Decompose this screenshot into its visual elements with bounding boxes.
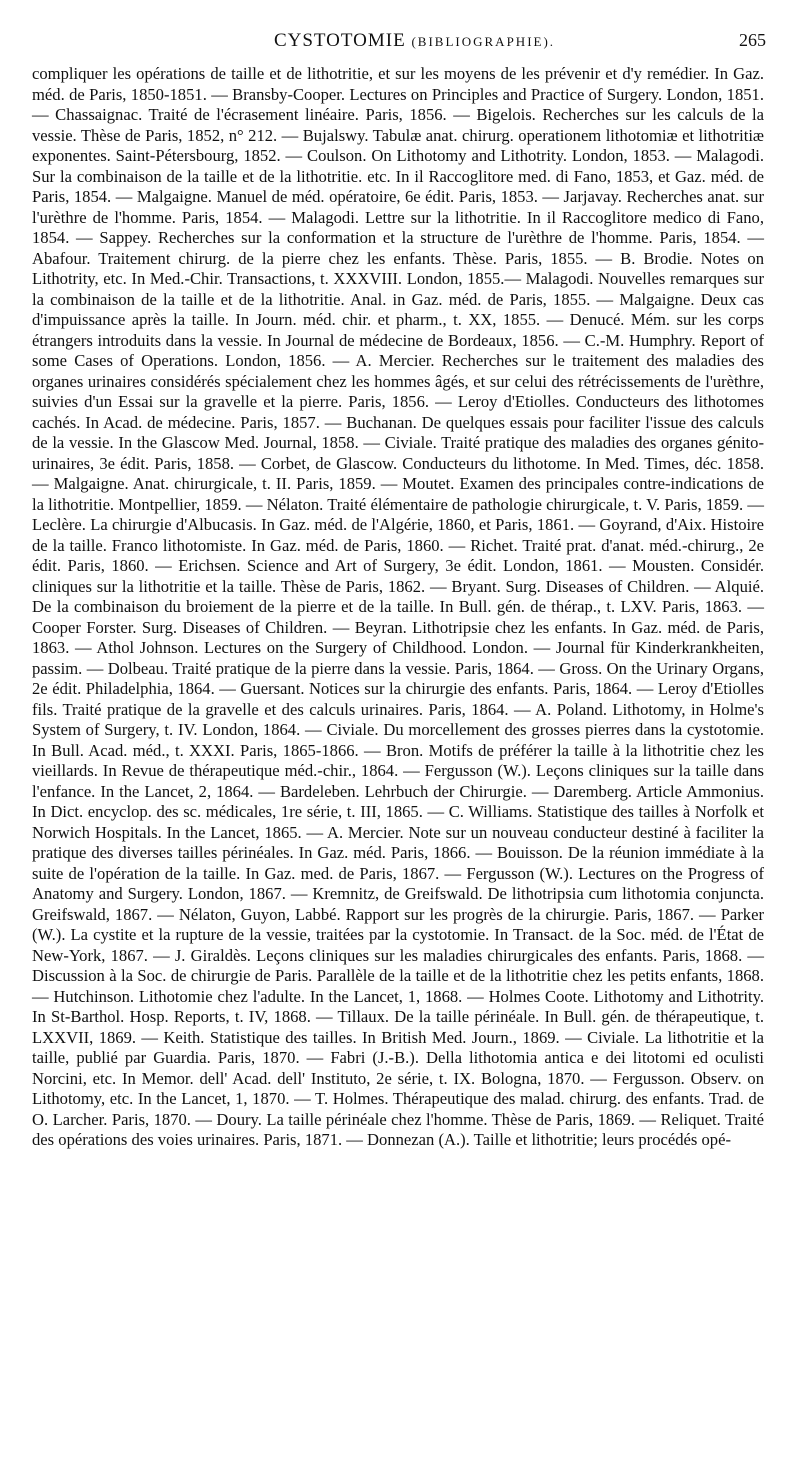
page-number: 265 [739,30,766,50]
running-header [30,30,770,60]
running-title-main: CYSTOTOMIE [273,30,406,51]
bibliography-text: compliquer les opérations de taille et de lithotritie, et sur les moyens de les prévenir et d'y remédier. In Gaz. méd. de Paris, 1850-1851. — Bransby-Cooper. Lectures on Principles and Practice of Surgery. London, 1851. — Chassaignac. Traité de l'écrasement linéaire. Paris, 1856. — Bigelois. Recherches sur les calculs de la vessie. Thèse de Paris, 1852, n° 212. — Bujalswy. Tabulæ anat. chirurg. operationem lithotomiæ et lithotritiæ exponentes. Saint-Pétersbourg, 1852. — Coulson. On Lithotomy and Lithotrity. London, 1853. — Malagodi. Sur la combinaison de la taille et de la lithotritie. etc. In il Raccoglitore med. di Fano, 1853, et Gaz. méd. de Paris, 1854. — Malgaigne. Manuel de méd. opératoire, 6e édit. Paris, 1853. — Jarjavay. Recherches anat. sur l'urèthre de l'homme. Paris, 1854. — Malagodi. Lettre sur la lithotritie. In il Raccoglitore medico di Fano, 1854. — Sappey. Recherches sur la conformation et la structure de l'urèthre de l'homme. Paris, 1854. — Abafour. Traitement chirurg. de la pierre chez les enfants. Thèse. Paris, 1855. — B. Brodie. Notes on Lithotrity, etc. In Med.-Chir. Transactions, t. XXXVIII. London, 1855.— Malagodi. Nouvelles remarques sur la combinaison de la taille et de la lithotritie. Anal. in Gaz. méd. de Paris, 1855. — Malgaigne. Deux cas d'impuissance après la taille. In Journ. méd. chir. et pharm., t. XX, 1855. — Denucé. Mém. sur les corps étrangers introduits dans la vessie. In Journal de médecine de Bordeaux, 1856. — C.-M. Humphry. Report of some Cases of Operations. London, 1856. — A. Mercier. Recherches sur le traitement des maladies des organes urinaires considérés spécialement chez les hommes âgés, et sur celui des rétrécissements de l'urèthre, suivies d'un Essai sur la gravelle et la pierre. Paris, 1856. — Leroy d'Etiolles. Conducteurs des lithotomes cachés. In Acad. de médecine. Paris, 1857. — Buchanan. De quelques essais pour faciliter l'issue des calculs de la vessie. In the Glascow Med. Journal, 1858. — Civiale. Traité pratique des maladies des organes génito-urinaires, 3e édit. Paris, 1858. — Corbet, de Glascow. Conducteurs du lithotome. In Med. Times, déc. 1858. — Malgaigne. Anat. chirurgicale, t. II. Paris, 1859. — Moutet. Examen des principales contre-indications de la lithotritie. Montpellier, 1859. — Nélaton. Traité élémentaire de pathologie chirurgicale, t. V. Paris, 1859. — Leclère. La chirurgie d'Albucasis. In Gaz. méd. de l'Algérie, 1860, et Paris, 1861. — Goyrand, d'Aix. Histoire de la taille. Franco lithotomiste. In Gaz. méd. de Paris, 1860. — Richet. Traité prat. d'anat. méd.-chirurg., 2e édit. Paris, 1860. — Erichsen. Science and Art of Surgery, 3e édit. London, 1861. — Mousten. Considér. cliniques sur la lithotritie et la taille. Thèse de Paris, 1862. — Bryant. Surg. Diseases of Children. — Alquié. De la combinaison du broiement de la pierre et de la taille. In Bull. gén. de thérap., t. LXV. Paris, 1863. — Cooper Forster. Surg. Diseases of Children. — Beyran. Lithotripsie chez les enfants. In Gaz. méd. de Paris, 1863. — Athol Johnson. Lectures on the Surgery of Childhood. London. — Journal für Kinderkrankheiten, passim. — Dolbeau. Traité pratique de la pierre dans la vessie. Paris, 1864. — Gross. On the Urinary Organs, 2e édit. Philadelphia, 1864. — Guersant. Notices sur la chirurgie des enfants. Paris, 1864. — Leroy d'Etiolles fils. Traité pratique de la gravelle et des calculs urinaires. Paris, 1864. — A. Poland. Lithotomy, in Holme's System of Surgery, t. IV. London, 1864. — Civiale. Du morcellement des grosses pierres dans la cystotomie. In Bull. Acad. méd., t. XXXI. Paris, 1865-1866. — Bron. Motifs de préférer la taille à la lithotritie chez les vieillards. In Revue de thérapeutique méd.-chir., 1864. — Fergusson (W.). Leçons cliniques sur la taille dans l'enfance. In the Lancet, 2, 1864. — Bardeleben. Lehrbuch der Chirurgie. — Daremberg. Article Ammonius. In Dict. encyclop. des sc. médicales, 1re série, t. III, 1865. — C. Williams. Statistique des tailles à Norfolk et Norwich Hospitals. In the Lancet, 1865. — A. Mercier. Note sur un nouveau conducteur destiné à faciliter la pratique des diverses tailles périnéales. In Gaz. méd. Paris, 1866. — Bouisson. De la réunion immédiate à la suite de l'opération de la taille. In Gaz. med. de Paris, 1867. — Fergusson (W.). Lectures on the Progress of Anatomy and Surgery. London, 1867. — Kremnitz, de Greifswald. De lithotripsia cum lithotomia conjuncta. Greifswald, 1867. — Nélaton, Guyon, Labbé. Rapport sur les progrès de la chirurgie. Paris, 1867. — Parker (W.). La cystite et la rupture de la vessie, traitées par la cystotomie. In Transact. de la Soc. méd. de l'État de New-York, 1867. — J. Giraldès. Leçons cliniques sur les maladies chirurgicales des enfants. Paris, 1868. — Discussion à la Soc. de chirurgie de Paris. Parallèle de la taille et de la lithotritie chez les petits enfants, 1868. — Hutchinson. Lithotomie chez l'adulte. In the Lancet, 1, 1868. — Holmes Coote. Lithotomy and Lithotrity. In St-Barthol. Hosp. Reports, t. IV, 1868. — Tillaux. De la taille périnéale. In Bull. gén. de thérapeutique, t. LXXVII, 1869. — Keith. Statistique des tailles. In British Med. Journ., 1869. — Civiale. La lithotritie et la taille, publié par Guardia. Paris, 1870. — Fabri (J.-B.). Della lithotomia antica e dei litotomi ed oculisti Norcini, etc. In Memor. dell' Acad. dell' Instituto, 2e série, t. IX. Bologna, 1870. — Fergusson. Observ. on Lithotomy, etc. In the Lancet, 1, 1870. — T. Holmes. Thérapeutique des malad. chirurg. des enfants. Trad. de O. Larcher. Paris, 1870. — Doury. La taille périnéale chez l'homme. Thèse de Paris, 1869. — Reliquet. Traité des opérations des voies urinaires. Paris, 1871. — Donnezan (A.). Taille et lithotritie; leurs procédés opé- [32,64,764,1149]
running-title-sub: (BIBLIOGRAPHIE). [411,34,556,49]
running-title [30,30,739,52]
